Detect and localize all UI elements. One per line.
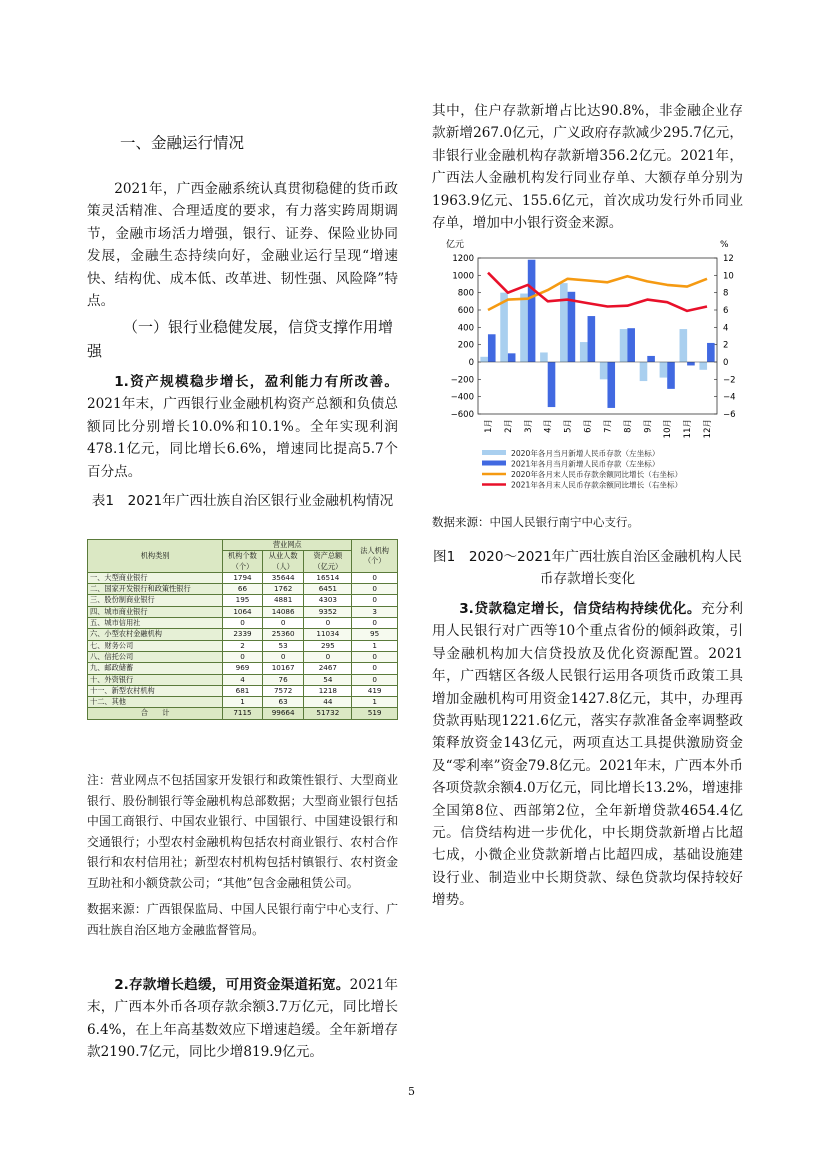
header-category: 机构类别 [88,540,223,573]
table-cell: 1762 [262,584,304,595]
table-cell: 11034 [304,629,352,640]
table-total-cell: 519 [352,708,398,719]
bar-1-12 [699,362,707,370]
left-tick-label: −600 [450,410,474,420]
table-cell: 419 [352,685,398,696]
table-cell: 3 [352,606,398,617]
table-cell: 1064 [223,606,263,617]
table-title-block [87,490,398,512]
bar-1-6 [580,342,588,362]
right-tick-label: 10 [723,271,734,282]
left-tick-label: −400 [450,392,474,403]
legend-entry-1: 2020年各月当月新增人民币存款（左坐标） [511,449,660,458]
intro-paragraph: 2021年，广西金融系统认真贯彻稳健的货币政策灵活精准、合理适度的要求，有力落实跨周期调节，金融市场活力增强，银行、证券、保险业协同发展，金融生态持续向好，金融业运行呈现“增速快、结构优、成本低、改革进、韧性强、风险降”特点。 [87,181,398,310]
table-cell: 969 [223,663,263,674]
table-total-label: 合 计 [88,708,223,719]
table-cell: 25360 [262,629,304,640]
bar-1-8 [620,329,628,362]
bar-2-5 [568,292,576,362]
table-cell: 681 [223,685,263,696]
table-row-label: 十、外资银行 [88,674,223,685]
right-tick-label: 8 [723,288,729,299]
table-row [88,651,398,662]
table-cell: 2 [223,640,263,651]
left-tick-label: 1200 [452,254,474,264]
table-cell: 0 [304,618,352,629]
bar-2-6 [588,316,596,362]
table-cell: 2467 [304,663,352,674]
deposit-chart-svg [432,234,743,498]
figure-caption: 图1 2020～2021年广西壮族自治区金融机构人民币存款增长变化 [433,549,742,587]
category-label: 8月 [623,419,634,433]
table-cell: 0 [352,618,398,629]
bar-2-7 [607,362,615,408]
left-tick-label: 0 [468,358,474,368]
table-note: 注：营业网点不包括国家开发银行和政策性银行、大型商业银行、股份制银行等金融机构总部数据；大型商业银行包括中国工商银行、中国农业银行、中国银行、中国建设银行和交通银行；小型农村金融机构包括农村商业银行、农村合作银行和农村信用社；新型农村机构包括村镇银行、农村资金互助社和小额贷款公司；“其他”包含金融租赁公司。 [87,773,398,890]
header-outlets: 营业网点 [223,540,352,551]
table-cell: 0 [223,618,263,629]
bar-2-10 [667,362,675,389]
bar-2-11 [687,362,695,365]
table-row [88,629,398,640]
header-count: 机构个数（个） [223,551,263,573]
category-label: 5月 [563,419,574,433]
left-tick-label: 1000 [452,271,474,282]
bar-1-7 [600,362,608,379]
left-tick-label: 800 [457,288,474,299]
table-cell: 0 [352,595,398,606]
table-row [88,606,398,617]
table-row-label: 十一、新型农村机构 [88,685,223,696]
table-row [88,618,398,629]
chart-source-block [432,512,743,533]
table-cell: 1 [352,697,398,708]
category-label: 7月 [603,419,614,433]
table-cell: 54 [304,674,352,685]
bar-1-10 [660,362,668,378]
table-row-label: 七、财务公司 [88,640,223,651]
right-tick-label: −4 [723,392,736,403]
left-tick-label: −200 [450,375,474,386]
paragraph-2 [87,974,398,1064]
paragraph-3-block [432,598,743,912]
legend-swatch-1 [482,450,506,455]
table-cell: 10167 [262,663,304,674]
bar-2-4 [548,362,556,407]
table-cell: 1218 [304,685,352,696]
deposit-chart [432,234,743,498]
table-cell: 95 [352,629,398,640]
table-cell: 53 [262,640,304,651]
subsection-title: （一）银行业稳健发展，信贷支撑作用增强 [87,318,394,360]
bar-1-9 [640,362,648,381]
table-cell: 44 [304,697,352,708]
table-cell: 0 [262,651,304,662]
header-legal: 法人机构（个） [352,540,398,573]
table-cell: 1 [352,640,398,651]
bar-2-8 [627,328,635,362]
bar-1-1 [480,357,488,362]
category-label: 12月 [703,419,714,439]
paragraph-1-block [87,371,398,483]
legend-entry-3: 2020年各月末人民币存款余额同比增长（右坐标） [511,470,683,479]
bar-2-9 [647,356,655,362]
category-label: 1月 [483,419,494,433]
table-cell: 0 [223,651,263,662]
right-tick-label: −6 [723,410,736,420]
bar-2-2 [508,353,516,362]
legend-entry-4: 2021年各月末人民币存款余额同比增长（右坐标） [511,480,683,490]
paragraph-1 [87,371,398,483]
left-column-upper [87,178,398,312]
table-row-label: 三、股份制商业银行 [88,595,223,606]
page-number: 5 [408,1085,415,1098]
right-tick-label: 4 [723,323,729,334]
paragraph-2-block [87,974,398,1064]
right-tick-label: 12 [723,254,734,264]
left-tick-label: 400 [457,323,474,334]
table-cell: 0 [304,651,352,662]
header-staff: 从业人数（人） [262,551,304,573]
figure-caption-block [432,546,743,590]
legend-swatch-2 [482,461,506,466]
table-cell: 16514 [304,572,352,583]
table-cell: 295 [304,640,352,651]
table-row-label: 五、城市信用社 [88,618,223,629]
paragraph-1-heading: 1.资产规模稳步增长，盈利能力有所改善。 [114,374,398,390]
category-label: 4月 [543,419,554,433]
table-row-label: 一、大型商业银行 [88,572,223,583]
left-tick-label: 200 [457,340,474,351]
header-assets: 资产总额（亿元） [304,551,352,573]
category-label: 3月 [523,419,534,433]
table-cell: 4303 [304,595,352,606]
paragraph-2-heading: 2.存款增长趋缓，可用资金渠道拓宽。 [114,977,350,993]
table-cell: 63 [262,697,304,708]
table-cell: 195 [223,595,263,606]
bar-1-4 [540,352,548,362]
table-row-label: 八、信托公司 [88,651,223,662]
table-title: 表1 2021年广西壮族自治区银行业金融机构情况 [91,493,394,509]
paragraph-1-text: 2021年末，广西银行业金融机构资产总额和负债总额同比分别增长10.0%和10.1%。全年实现利润478.1亿元，同比增长6.6%，增速同比提高5.7个百分点。 [87,396,398,480]
table-row-label: 十二、其他 [88,697,223,708]
right-tick-label: 6 [723,306,729,316]
table-row-label: 六、小型农村金融机构 [88,629,223,640]
table-cell: 6451 [304,584,352,595]
table-cell: 0 [352,572,398,583]
table-cell: 0 [352,651,398,662]
bar-1-3 [520,294,528,362]
table-cell: 7572 [262,685,304,696]
deposit-paragraph: 其中，住户存款新增占比达90.8%，非金融企业存款新增267.0亿元，广义政府存款减少295.7亿元，非银行业金融机构存款新增356.2亿元。2021年，广西法人金融机构发行同业存单、大额存单分别为1963.9亿元、155.6亿元，首次成功发行外币同业存单，增加中小银行资金来源。 [432,103,743,232]
right-tick-label: −2 [723,375,736,386]
paragraph-3-heading: 3.贷款稳定增长，信贷结构持续优化。 [459,601,702,617]
table-cell: 1794 [223,572,263,583]
bar-2-3 [528,260,536,362]
left-tick-label: 600 [457,306,474,316]
table-cell: 2339 [223,629,263,640]
table-cell: 0 [352,663,398,674]
table-source: 数据来源：广西银保监局、中国人民银行南宁中心支行、广西壮族自治区地方金融监督管局。 [87,902,398,937]
table-row [88,640,398,651]
right-tick-label: 0 [723,358,729,368]
bar-1-11 [680,329,688,362]
bank-institutions-table-wrap [87,539,398,720]
table-cell: 0 [262,618,304,629]
paragraph-2-text: 2021年末，广西本外币各项存款余额3.7万亿元，同比增长6.4%，在上年高基数效应下增速趋缓。全年新增存款2190.7亿元，同比少增819.9亿元。 [87,977,398,1061]
bar-2-1 [488,334,496,362]
table-row [88,685,398,696]
table-total-cell: 99664 [262,708,304,719]
table-cell: 4 [223,674,263,685]
table-cell: 76 [262,674,304,685]
paragraph-3-text: 充分利用人民银行对广西等10个重点省份的倾斜政策，引导金融机构加大信贷投放及优化资源配置。2021年，广西辖区各级人民银行运用各项货币政策工具增加金融机构可用资金1427.8亿元，其中，办理再贷款再贴现1221.6亿元，落实存款准备金率调整政策释放资金143亿元，两项直达工具提供激励资金及“零利率”资金79.8亿元。2021年末，广西本外币各项贷款余额4.0万亿元，同比增长13.2%，增速排全国第8位、西部第2位，全年新增贷款4654.4亿元。信贷结构进一步优化，中长期贷款新增占比超七成，小微企业贷款新增占比超四成，基础设施建设行业、制造业中长期贷款、绿色贷款均保持较好增势。 [432,601,744,909]
table-row [88,697,398,708]
right-column-upper [432,100,743,234]
table-cell: 1 [223,697,263,708]
table-cell: 0 [352,584,398,595]
section-title: 一、金融运行情况 [120,134,245,152]
chart-source: 数据来源：中国人民银行南宁中心支行。 [432,515,639,529]
paragraph-3 [432,598,743,912]
table-row [88,584,398,595]
category-label: 11月 [683,419,694,439]
table-row-label: 二、国家开发银行和政策性银行 [88,584,223,595]
table-note-block [87,770,398,940]
bank-institutions-table [87,539,398,720]
left-axis-unit: 亿元 [446,240,465,250]
table-cell: 14086 [262,606,304,617]
bar-2-12 [707,343,715,362]
category-label: 2月 [503,419,514,433]
table-row-label: 九、邮政储蓄 [88,663,223,674]
legend-entry-2: 2021年各月当月新增人民币存款（左坐标） [511,459,660,469]
table-cell: 66 [223,584,263,595]
right-axis-unit: % [720,240,729,250]
category-label: 9月 [643,419,654,433]
table-cell: 35644 [262,572,304,583]
table-cell: 0 [352,674,398,685]
table-row [88,595,398,606]
table-row [88,674,398,685]
table-total-cell: 7115 [223,708,263,719]
table-total-cell: 51732 [304,708,352,719]
table-row-label: 四、城市商业银行 [88,606,223,617]
table-row [88,663,398,674]
table-row [88,572,398,583]
category-label: 10月 [663,419,674,439]
table-total-row [88,708,398,719]
right-tick-label: 2 [723,340,729,351]
bar-1-5 [560,283,568,362]
category-label: 6月 [583,419,594,433]
table-cell: 9352 [304,606,352,617]
subsection-block [87,315,398,363]
table-cell: 4881 [262,595,304,606]
